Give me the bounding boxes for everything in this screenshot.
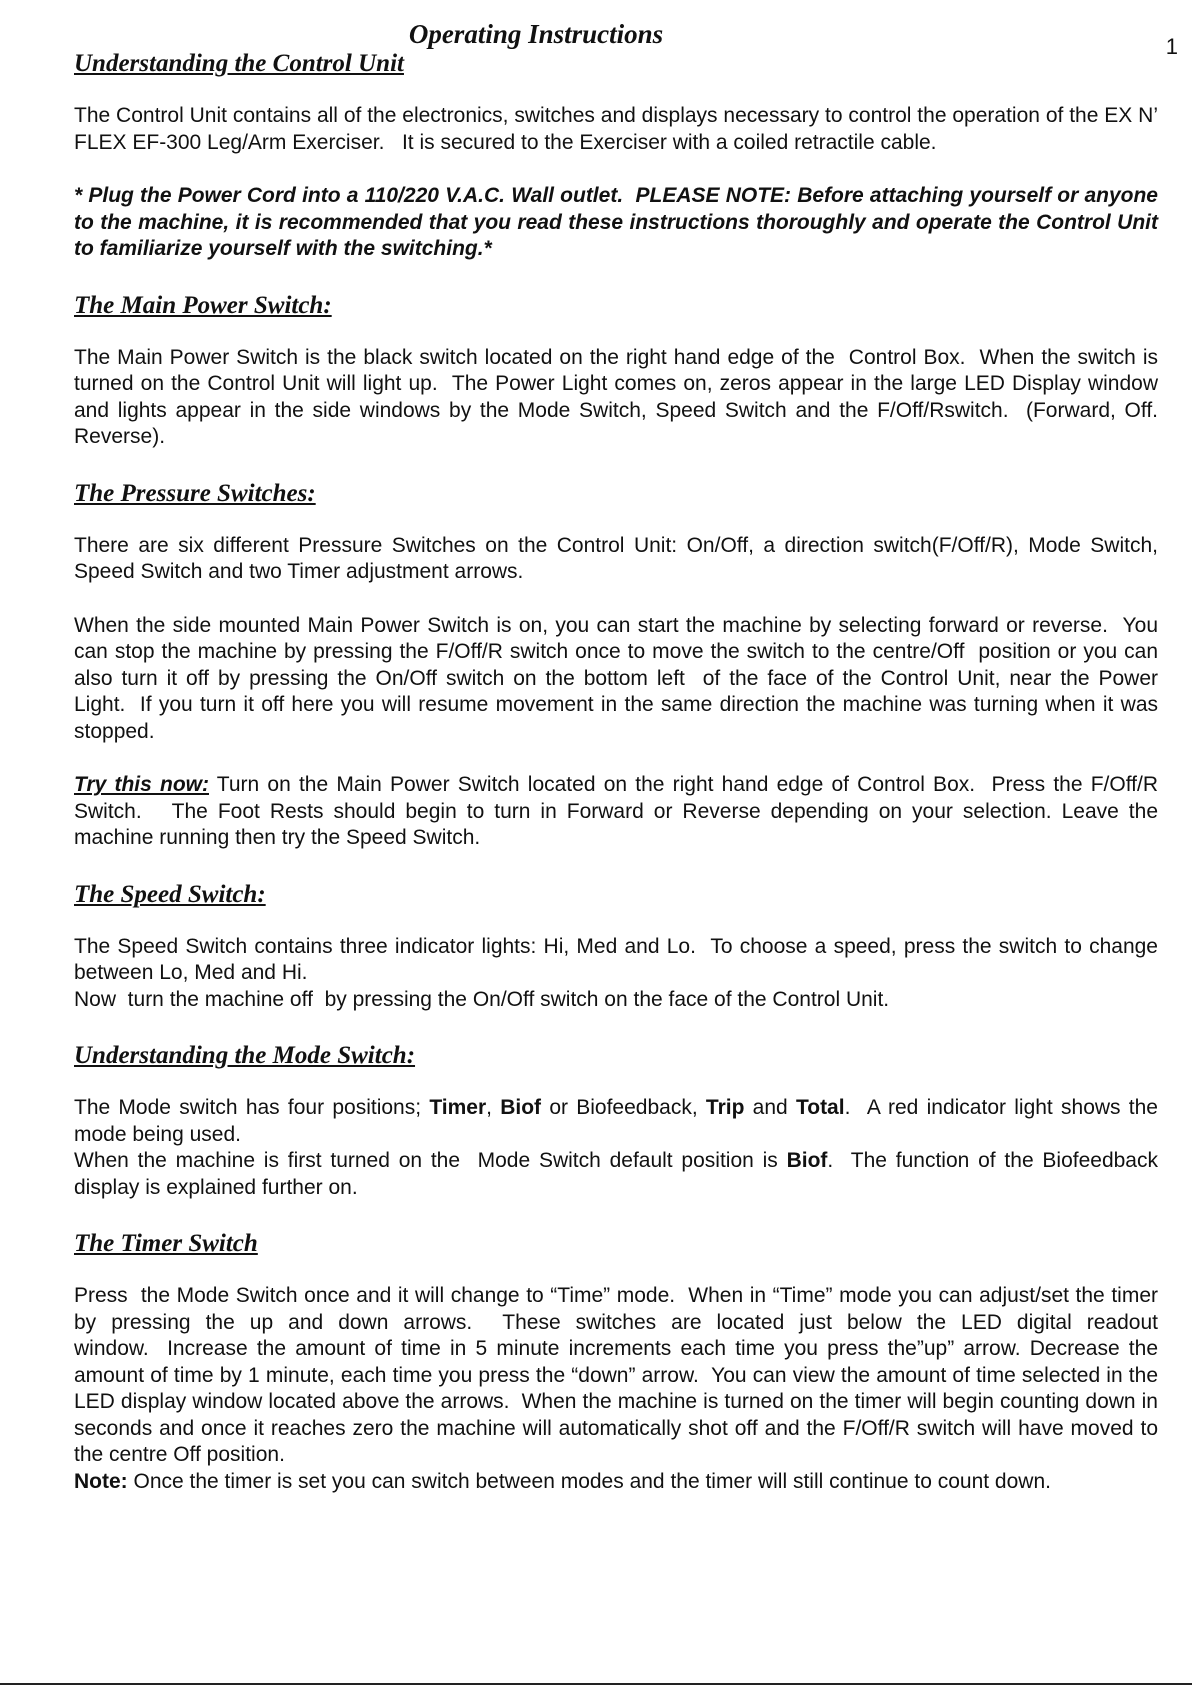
section-pressure-switches (74, 479, 1158, 852)
heading-timer-switch: The Timer Switch (74, 1230, 258, 1257)
heading-speed-switch: The Speed Switch: (74, 880, 266, 908)
heading-main-power-switch: The Main Power Switch: (74, 291, 332, 319)
section-speed-switch (74, 880, 1158, 1014)
timer-switch-paragraph: Press the Mode Switch once and it will change to “Time” mode. When in “Time” mode you can adjust/set the timer by pressing the up and down arrows. These switches are located just below the LED digital readout window. Increase the amount of time in 5 minute increments each time you press the”up” arrow. Decrease the amount of time by 1 minute, each time you press the “down” arrow. You can view the amount of time selected in the LED display window located above the arrows. When the machine is turned on the timer will begin counting down in seconds and once it reaches zero the machine will automatically shot off and the F/Off/R switch will have moved to the centre Off position. (74, 1284, 1158, 1466)
mode-text: , (486, 1096, 501, 1119)
page-content (74, 49, 1158, 1522)
timer-note-paragraph (74, 1469, 1158, 1496)
mode-text: and (744, 1096, 796, 1119)
page-number: 1 (1165, 34, 1178, 59)
pressure-switches-start-stop-paragraph: When the side mounted Main Power Switch is on, you can start the machine by selecting forward or reverse. You can stop the machine by pressing the F/Off/R switch once to move the switch to the centre/Off position or you can also turn it off by pressing the On/Off switch on the bottom left of the face of the Control Unit, near the Power Light. If you turn it off here you will resume movement in the same direction the machine was turning when it was stopped. (74, 613, 1158, 743)
try-this-now-text: Turn on the Main Power Switch located on the right hand edge of Control Box. Press the F/Off/R Switch. The Foot Rests should begin to turn in Forward or Reverse depending on your selection. Leave the machine running then try the Speed Switch. (74, 773, 1158, 849)
pressure-switches-paragraph: There are six different Pressure Switches on the Control Unit: On/Off, a direction switch(F/Off/R), Mode Switch, Speed Switch and two Timer adjustment arrows. (74, 533, 1158, 583)
mode-text: The Mode switch has four positions; (74, 1096, 430, 1119)
section-main-power-switch (74, 291, 1158, 451)
section-mode-switch (74, 1041, 1158, 1201)
timer-note-text: Once the timer is set you can switch between modes and the timer will still continue to count down. (127, 1469, 1051, 1493)
speed-switch-off-paragraph: Now turn the machine off by pressing the On/Off switch on the face of the Control Unit. (74, 987, 890, 1011)
heading-pressure-switches: The Pressure Switches: (74, 479, 316, 507)
mode-biof: Biof (500, 1096, 542, 1119)
mode-switch-paragraph (74, 1095, 1158, 1148)
main-power-paragraph: The Main Power Switch is the black switch located on the right hand edge of the Control Box. When the switch is turned on the Control Unit will light up. The Power Light comes on, zeros appear in the large LED Display window and lights appear in the side windows by the Mode Switch, Speed Switch and the F/Off/Rswitch. (Forward, Off. Reverse). (74, 345, 1158, 448)
mode-text: or Biofeedback, (541, 1096, 706, 1119)
try-this-now-paragraph (74, 772, 1158, 852)
speed-switch-paragraph: The Speed Switch contains three indicator lights: Hi, Med and Lo. To choose a speed, press the switch to change between Lo, Med and Hi. (74, 934, 1158, 984)
section-control-unit (74, 49, 1158, 263)
heading-control-unit: Understanding the Control Unit (74, 50, 404, 77)
mode-default-text: When the machine is first turned on the Mode Switch default position is (74, 1149, 787, 1172)
section-timer-switch (74, 1229, 1158, 1495)
heading-mode-switch: Understanding the Mode Switch: (74, 1042, 416, 1069)
power-cord-notice: * Plug the Power Cord into a 110/220 V.A.C. Wall outlet. PLEASE NOTE: Before attaching yourself or anyone to the machine, it is recommended that you read these instructions thoroughly and operate the Control Unit to familiarize yourself with the switching.* (74, 184, 1158, 260)
document-title: Operating Instructions (408, 19, 664, 49)
control-unit-paragraph: The Control Unit contains all of the electronics, switches and displays necessary to control the operation of the EX N’ FLEX EF-300 Leg/Arm Exerciser. It is secured to the Exerciser with a coiled retractile cable. (74, 104, 1158, 154)
mode-text: . A red indicator light shows the mode being used. (74, 1096, 1158, 1146)
try-this-now-label: Try this now: (74, 773, 209, 796)
mode-default-text: . The function of the Biofeedback display is explained further on. (74, 1149, 1158, 1199)
mode-total: Total (795, 1096, 845, 1119)
mode-timer: Timer (429, 1096, 487, 1119)
timer-note-label: Note: (74, 1469, 128, 1493)
mode-trip: Trip (705, 1096, 745, 1119)
mode-default-biof: Biof (786, 1149, 828, 1172)
mode-default-paragraph (74, 1148, 1158, 1201)
